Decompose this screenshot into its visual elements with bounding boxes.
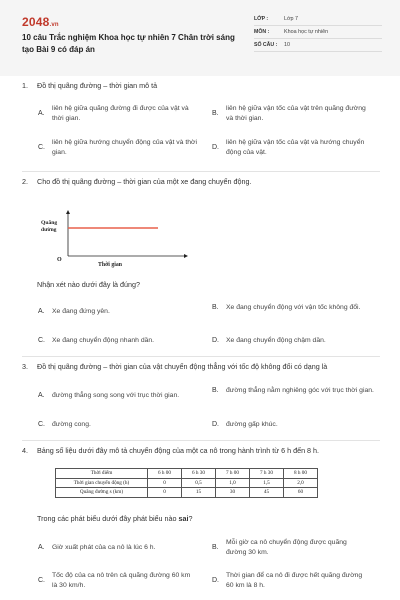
option-text: đường cong. bbox=[52, 421, 91, 428]
question-number: 2. bbox=[22, 177, 28, 186]
option-4d[interactable] bbox=[212, 571, 382, 591]
y-axis-label-line2: đường bbox=[41, 227, 57, 233]
separator bbox=[22, 440, 380, 441]
option-letter: B. bbox=[212, 304, 219, 312]
table-row bbox=[56, 478, 318, 488]
document-title: 10 câu Trắc nghiệm Khoa học tự nhiên 7 Chân trời sáng tạo Bài 9 có đáp án bbox=[22, 33, 235, 54]
question-stem: Bảng số liệu dưới đây mô tả chuyển động của một ca nô trong hành trình từ 6 h đến 8 h. bbox=[37, 446, 320, 455]
emphasis-word: sai bbox=[178, 514, 189, 523]
table-cell: 15 bbox=[182, 488, 216, 498]
option-text: Xe đang chuyển động nhanh dần. bbox=[52, 337, 155, 344]
table-cell: 0,5 bbox=[182, 478, 216, 488]
option-1b[interactable] bbox=[212, 104, 382, 124]
option-letter: D. bbox=[212, 144, 219, 152]
question-2 bbox=[22, 177, 380, 187]
option-text: đường gấp khúc. bbox=[226, 421, 278, 428]
y-axis-label-line1: Quãng bbox=[41, 220, 58, 226]
question-prompt: Trong các phát biểu dưới đây phát biểu nào sai? bbox=[37, 514, 193, 523]
x-axis-label: Thời gian bbox=[98, 262, 122, 268]
origin-label: O bbox=[57, 257, 62, 263]
option-2d[interactable] bbox=[212, 336, 382, 346]
table-cell: Quãng đường s (km) bbox=[56, 488, 148, 498]
option-letter: C. bbox=[38, 421, 45, 429]
option-3a[interactable] bbox=[38, 391, 213, 401]
option-text: đường thẳng song song với trục thời gian. bbox=[52, 392, 180, 399]
option-3b[interactable] bbox=[212, 386, 382, 396]
option-letter: C. bbox=[38, 577, 45, 585]
table-cell: 0 bbox=[148, 488, 182, 498]
option-text: Xe đang chuyển động chậm dần. bbox=[226, 337, 326, 344]
table-cell: 8 h 00 bbox=[284, 469, 318, 479]
question-4 bbox=[22, 446, 380, 456]
meta-row-subject bbox=[254, 26, 382, 39]
separator bbox=[22, 171, 380, 172]
option-1d[interactable] bbox=[212, 138, 382, 158]
table-cell: 2,0 bbox=[284, 478, 318, 488]
option-text: liên hệ giữa hướng chuyển động của vật và thời gian. bbox=[52, 139, 197, 156]
meta-key: MÔN : bbox=[254, 29, 270, 35]
meta-row-class bbox=[254, 13, 382, 26]
meta-value: 10 bbox=[284, 42, 290, 48]
table-cell: 6 h 30 bbox=[182, 469, 216, 479]
meta-value: Lớp 7 bbox=[284, 16, 299, 22]
option-1c[interactable] bbox=[38, 138, 218, 158]
option-text: Xe đang chuyển động với vận tốc không đổi. bbox=[226, 304, 361, 311]
graph-svg bbox=[40, 210, 190, 272]
option-4b[interactable] bbox=[212, 538, 382, 558]
option-2b[interactable] bbox=[212, 303, 382, 313]
option-2c[interactable] bbox=[38, 336, 208, 346]
option-text: liên hệ giữa vận tốc của vật và hướng chuyển động của vật. bbox=[226, 139, 365, 156]
option-letter: D. bbox=[212, 577, 219, 585]
question-3 bbox=[22, 362, 380, 372]
meta-key: LỚP : bbox=[254, 16, 269, 22]
option-4c[interactable] bbox=[38, 571, 212, 591]
option-letter: C. bbox=[38, 144, 45, 152]
table-row bbox=[56, 488, 318, 498]
option-text: đường thẳng nằm nghiêng góc với trục thời gian. bbox=[226, 387, 374, 394]
option-letter: A. bbox=[38, 392, 45, 400]
option-text: Xe đang đứng yên. bbox=[52, 308, 110, 315]
table-cell: 7 h 00 bbox=[216, 469, 250, 479]
table-cell: Thời điểm bbox=[56, 469, 148, 479]
option-letter: D. bbox=[212, 337, 219, 345]
question-2-prompt bbox=[22, 280, 380, 290]
meta-key: SỐ CÂU : bbox=[254, 42, 278, 48]
option-text: Thời gian để ca nô đi được hết quãng đường 60 km là 8 h. bbox=[226, 572, 363, 589]
option-4a[interactable] bbox=[38, 543, 208, 553]
distance-time-graph bbox=[40, 210, 190, 272]
option-text: liên hệ giữa vận tốc của vật trên quãng đường và thời gian. bbox=[226, 105, 366, 122]
header bbox=[0, 0, 400, 76]
option-letter: B. bbox=[212, 544, 219, 552]
option-letter: A. bbox=[38, 308, 45, 316]
table-cell: 1,5 bbox=[250, 478, 284, 488]
question-number: 1. bbox=[22, 81, 28, 90]
option-text: Giờ xuất phát của ca nô là lúc 6 h. bbox=[52, 544, 156, 551]
option-letter: D. bbox=[212, 421, 219, 429]
table-cell: 30 bbox=[216, 488, 250, 498]
question-stem: Cho đồ thị quãng đường – thời gian của một xe đang chuyển động. bbox=[37, 177, 252, 186]
table-row bbox=[56, 469, 318, 479]
option-text: Mỗi giờ ca nô chuyển động được quãng đường 30 km. bbox=[226, 539, 347, 556]
option-1a[interactable] bbox=[38, 104, 218, 124]
question-1 bbox=[22, 81, 380, 91]
meta-info bbox=[254, 13, 382, 52]
table-cell: 45 bbox=[250, 488, 284, 498]
option-2a[interactable] bbox=[38, 307, 208, 317]
question-4-prompt bbox=[22, 514, 380, 524]
meta-value: Khoa học tự nhiên bbox=[284, 29, 329, 35]
table-cell: 0 bbox=[148, 478, 182, 488]
table-cell: 7 h 30 bbox=[250, 469, 284, 479]
option-3d[interactable] bbox=[212, 420, 382, 430]
option-3c[interactable] bbox=[38, 420, 208, 430]
question-stem: Đồ thị quãng đường – thời gian mô tả bbox=[37, 81, 158, 90]
option-text: Tốc độ của ca nô trên cả quãng đường 60 km là 30 km/h. bbox=[52, 572, 191, 589]
option-letter: B. bbox=[212, 110, 219, 118]
option-letter: B. bbox=[212, 387, 219, 395]
table-cell: 6 h 00 bbox=[148, 469, 182, 479]
option-letter: A. bbox=[38, 110, 45, 118]
option-text: liên hệ giữa quãng đường đi được của vật và thời gian. bbox=[52, 105, 189, 122]
meta-row-count bbox=[254, 39, 382, 52]
data-table bbox=[55, 468, 318, 498]
question-number: 4. bbox=[22, 446, 28, 455]
separator bbox=[22, 356, 380, 357]
table-cell: Thời gian chuyển động (h) bbox=[56, 478, 148, 488]
option-letter: A. bbox=[38, 544, 45, 552]
question-stem: Đồ thị quãng đường – thời gian của vật chuyển động thẳng với tốc độ không đổi có dạng là bbox=[37, 362, 328, 371]
question-number: 3. bbox=[22, 362, 28, 371]
site-logo[interactable]: 2048.vn bbox=[22, 15, 59, 29]
question-prompt: Nhận xét nào dưới đây là đúng? bbox=[37, 280, 141, 289]
table-cell: 1,0 bbox=[216, 478, 250, 488]
table-cell: 60 bbox=[284, 488, 318, 498]
option-letter: C. bbox=[38, 337, 45, 345]
